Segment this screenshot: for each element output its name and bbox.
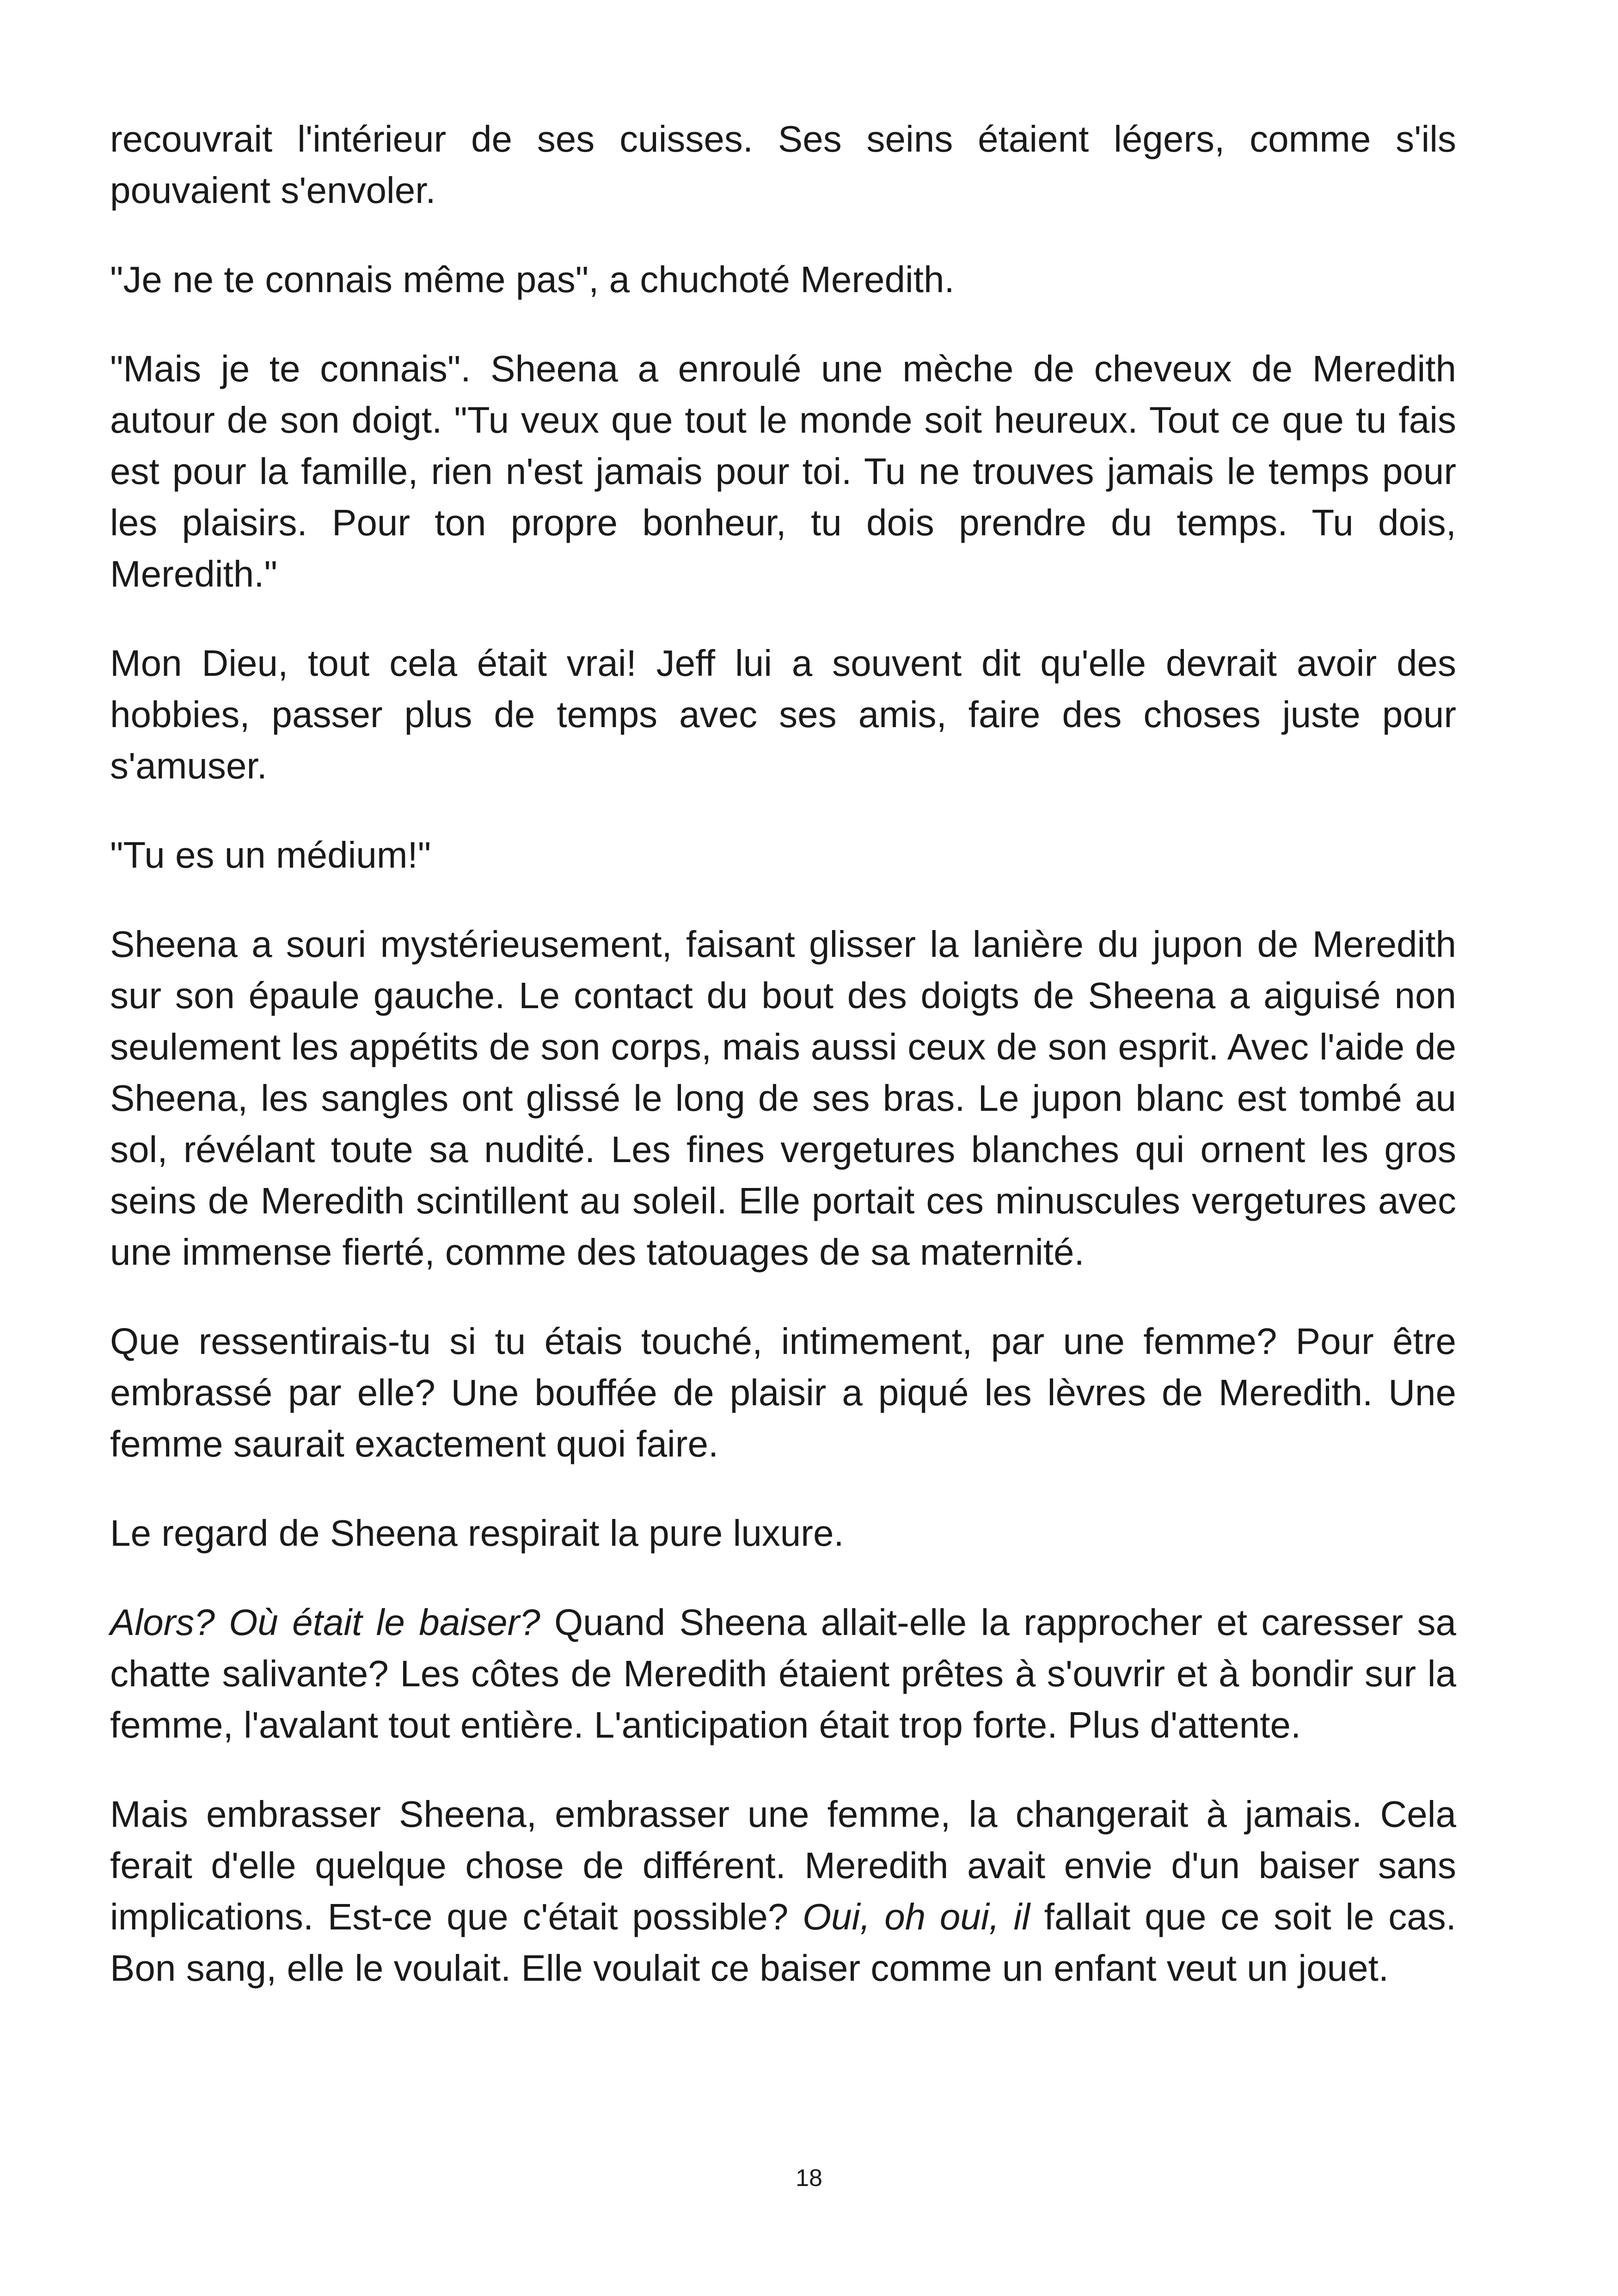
italic-phrase: Alors? Où était le baiser? <box>110 1602 540 1643</box>
paragraph-5: "Tu es un médium!" <box>110 834 431 876</box>
paragraph-10-text-before: Mais embrasser Sheena, embrasser une femme, la changerait à jamais. Cela ferait d'elle quelque chose de différent. Meredith avait envie d'un baiser sans implications. Est-ce que c'était possible? <box>110 1794 1456 1937</box>
paragraph-6: Sheena a souri mystérieusement, faisant glisser la lanière du jupon de Meredith sur son épaule gauche. Le contact du bout des doigts de Sheena a aiguisé non seulement les appétits de son corps, mais aussi ceux de son esprit. Avec l'aide de Sheena, les sangles ont glissé le long de ses bras. Le jupon blanc est tombé au sol, révélant toute sa nudité. Les fines vergetures blanches qui ornent les gros seins de Meredith scintillent au soleil. Elle portait ces minuscules vergetures avec une immense fierté, comme des tatouages de sa maternité. <box>110 924 1456 1273</box>
body-text <box>110 113 1456 1994</box>
paragraph-10 <box>110 1788 1456 1994</box>
paragraph-3: "Mais je te connais". Sheena a enroulé une mèche de cheveux de Meredith autour de son doigt. "Tu veux que tout le monde soit heureux. Tout ce que tu fais est pour la famille, rien n'est jamais pour toi. Tu ne trouves jamais le temps pour les plaisirs. Pour ton propre bonheur, tu dois prendre du temps. Tu dois, Meredith." <box>110 348 1456 594</box>
paragraph-7: Que ressentirais-tu si tu étais touché, intimement, par une femme? Pour être embrassé par elle? Une bouffée de plaisir a piqué les lèvres de Meredith. Une femme saurait exactement quoi faire. <box>110 1321 1456 1464</box>
paragraph-2: "Je ne te connais même pas", a chuchoté Meredith. <box>110 259 955 300</box>
paragraph-8: Le regard de Sheena respirait la pure luxure. <box>110 1512 844 1554</box>
italic-phrase: Oui, oh oui, il <box>802 1896 1030 1937</box>
paragraph-9 <box>110 1597 1456 1751</box>
page-number: 18 <box>796 2165 822 2192</box>
paragraph-1: recouvrait l'intérieur de ses cuisses. Ses seins étaient légers, comme s'ils pouvaient s'envoler. <box>110 118 1456 211</box>
paragraph-9-text: Quand Sheena allait-elle la rapprocher et caresser sa chatte salivante? Les côtes de Meredith étaient prêtes à s'ouvrir et à bondir sur la femme, l'avalant tout entière. L'anticipation était trop forte. Plus d'attente. <box>110 1602 1457 1745</box>
paragraph-4: Mon Dieu, tout cela était vrai! Jeff lui a souvent dit qu'elle devrait avoir des hobbies, passer plus de temps avec ses amis, faire des choses juste pour s'amuser. <box>110 643 1456 786</box>
paragraph-10-text-after: fallait que ce soit le cas. Bon sang, elle le voulait. Elle voulait ce baiser comme un enfant veut un jouet. <box>110 1896 1456 1989</box>
